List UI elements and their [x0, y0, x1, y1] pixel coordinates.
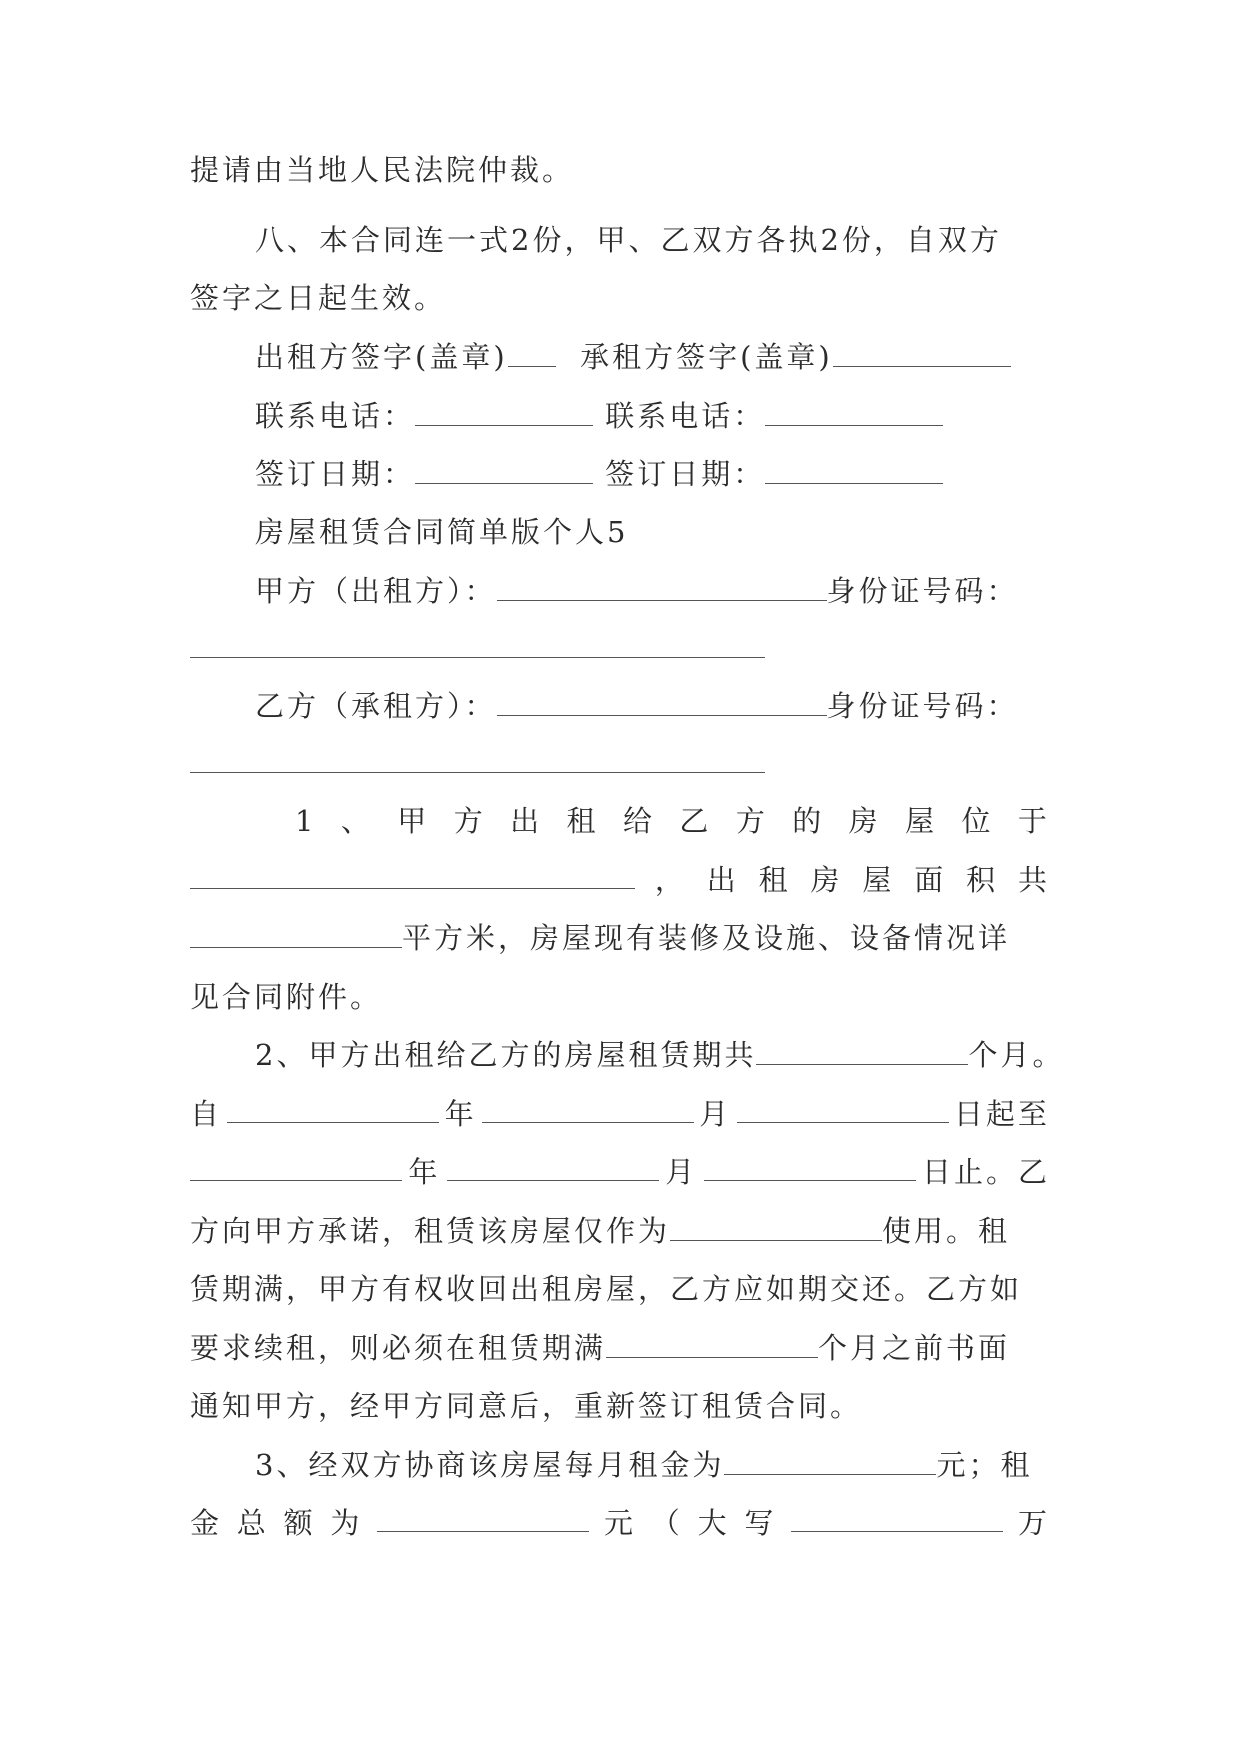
clause-2-line: 2、甲方出租给乙方的房屋租赁期共 个月。: [255, 1038, 1065, 1072]
clause-2-line: 通知甲方，经甲方同意后，重新签订租赁合同。: [190, 1389, 863, 1423]
clause-1-line: ， 出 租 房 屋 面 积 共: [190, 860, 1050, 900]
clause-2-line: 自 年 月 日起至: [190, 1094, 1050, 1134]
clause-1-line: 1 、 甲 方 出 租 给 乙 方 的 房 屋 位 于: [295, 804, 1050, 838]
signature-line: [255, 337, 1115, 377]
section-title: 房屋租赁合同简单版个人5: [255, 515, 629, 549]
clause-1-line: 平方米，房屋现有装修及设施、设备情况详: [190, 918, 1050, 958]
party-b-line: [255, 686, 1115, 726]
date-label: 签订日期：: [605, 457, 766, 491]
party-a-label: 甲方（出租方）：: [255, 574, 497, 608]
clause-3-line: 金 总 额 为 元 （ 大 写 万: [190, 1503, 1050, 1543]
clause-2-line: 方向甲方承诺，租赁该房屋仅作为 使用。租: [190, 1214, 1011, 1248]
date-label: 签订日期：: [255, 457, 416, 491]
phone-label: 联系电话：: [605, 399, 766, 433]
text-line: 八、本合同连一式2份，甲、乙双方各执2份，自双方: [255, 223, 1002, 257]
id-label: 身份证号码：: [826, 689, 1019, 723]
lessee-sign-label: 承租方签字(盖章): [580, 340, 833, 374]
text-line: 提请由当地人民法院仲裁。: [190, 153, 575, 187]
text-line: 签字之日起生效。: [190, 281, 447, 315]
clause-2-line: 年 月 日止。乙: [190, 1152, 1050, 1192]
phone-line: [255, 396, 1115, 436]
blank-line: [190, 744, 765, 773]
phone-label: 联系电话：: [255, 399, 416, 433]
clause-3-line: 3、经双方协商该房屋每月租金为 元；租: [255, 1448, 1033, 1482]
party-b-label: 乙方（承租方）：: [255, 689, 497, 723]
blank-line: [190, 629, 765, 658]
party-a-line: [255, 571, 1115, 611]
lessor-sign-label: 出租方签字(盖章): [255, 340, 508, 374]
clause-1-line: 见合同附件。: [190, 980, 383, 1014]
clause-2-line: 赁期满，甲方有权收回出租房屋，乙方应如期交还。乙方如: [190, 1272, 1023, 1306]
id-label: 身份证号码：: [826, 574, 1019, 608]
date-line: [255, 454, 1115, 494]
clause-2-line: 要求续租，则必须在租赁期满 个月之前书面: [190, 1331, 1011, 1365]
